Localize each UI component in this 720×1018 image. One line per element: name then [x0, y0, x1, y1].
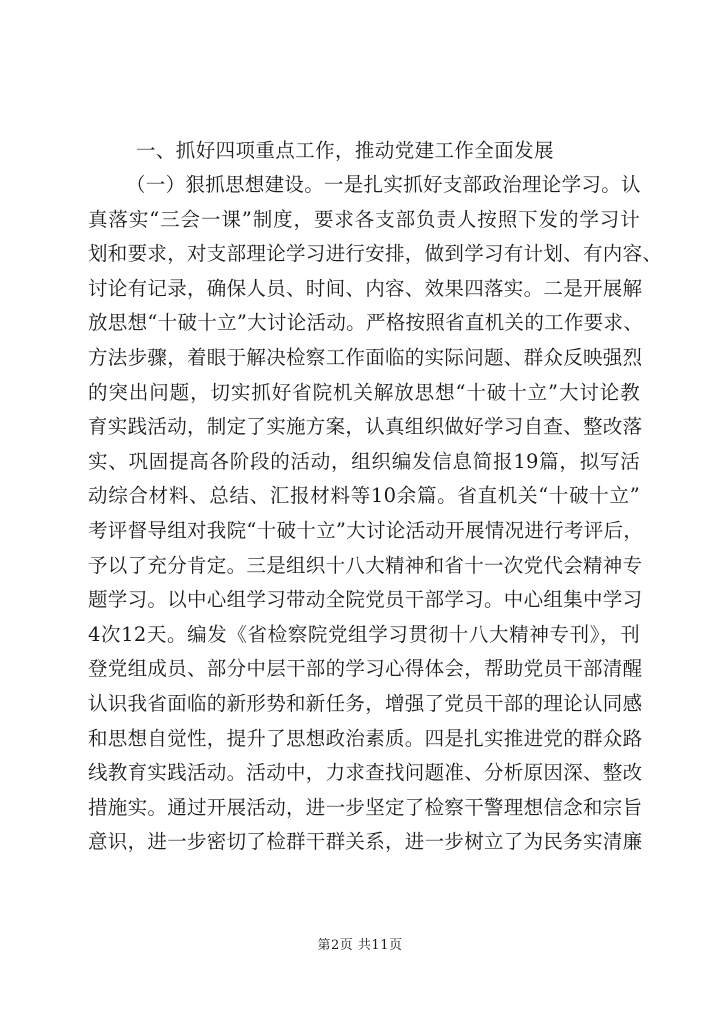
text-line: 动综合材料、总结、汇报材料等10余篇。省直机关“十破十立”: [88, 484, 640, 508]
text-line: 放思想“十破十立”大讨论活动。严格按照省直机关的工作要求、: [88, 311, 644, 335]
text-line: 划和要求，对支部理论学习进行安排，做到学习有计划、有内容、: [88, 242, 663, 266]
body-paragraph: [88, 168, 663, 860]
text-line: 和思想自觉性，提升了思想政治素质。四是扎实推进党的群众路: [88, 726, 643, 750]
text-line: 讨论有记录，确保人员、时间、内容、效果四落实。二是开展解: [88, 276, 643, 300]
text-line: 的突出问题，切实抓好省院机关解放思想“十破十立”大讨论教: [88, 380, 640, 404]
text-line: 意识，进一步密切了检群干群关系，进一步树立了为民务实清廉: [88, 830, 643, 854]
text-line: 4次12天。编发《省检察院党组学习贯彻十八大精神专刊》，刊: [88, 622, 640, 646]
text-line: （一）狠抓思想建设。一是扎实抓好支部政治理论学习。认: [126, 173, 641, 196]
page-footer: [0, 936, 720, 956]
text-line: 育实践活动，制定了实施方案，认真组织做好学习自查、整改落: [88, 415, 643, 439]
text-line: 认识我省面临的新形势和新任务，增强了党员干部的理论认同感: [88, 691, 643, 715]
text-line: 措施实。通过开展活动，进一步坚定了检察干警理想信念和宗旨: [88, 795, 643, 819]
text-line: 予以了充分肯定。三是组织十八大精神和省十一次党代会精神专: [88, 553, 643, 577]
text-line: 题学习。以中心组学习带动全院党员干部学习。中心组集中学习: [88, 588, 643, 612]
section-heading: 一、抓好四项重点工作，推动党建工作全面发展: [136, 139, 554, 162]
text-line: 实、巩固提高各阶段的活动，组织编发信息简报19篇，拟写活: [88, 449, 640, 473]
text-line: 线教育实践活动。活动中，力求查找问题准、分析原因深、整改: [88, 761, 643, 785]
text-line: 登党组成员、部分中层干部的学习心得体会，帮助党员干部清醒: [88, 657, 643, 681]
text-line: 真落实“三会一课”制度，要求各支部负责人按照下发的学习计: [88, 207, 640, 231]
page-number: 第2页 共11页: [317, 938, 403, 953]
text-line: 方法步骤，着眼于解决检察工作面临的实际问题、群众反映强烈: [88, 345, 643, 369]
text-line: 考评督导组对我院“十破十立”大讨论活动开展情况进行考评后，: [88, 518, 644, 542]
document-body: [88, 134, 663, 860]
